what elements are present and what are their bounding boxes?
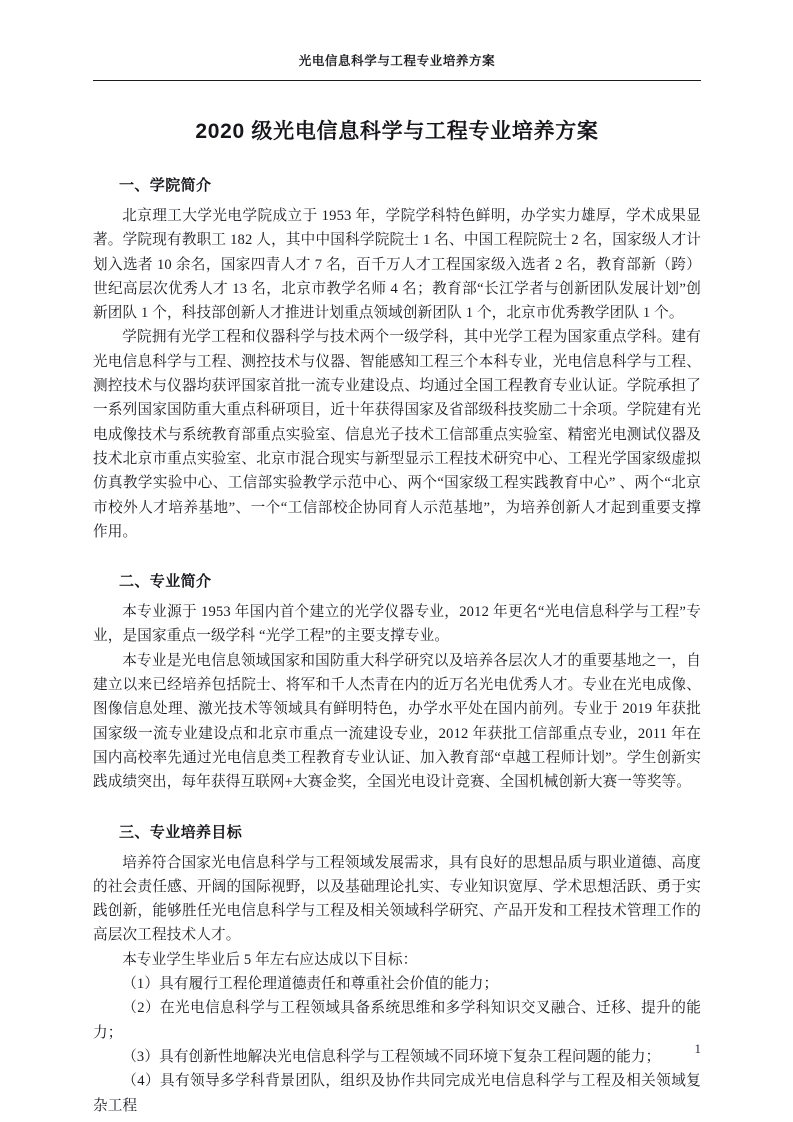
paragraph: 本专业学生毕业后 5 年左右应达成以下目标： — [122, 951, 418, 968]
section-heading-training-objectives: 三、专业培养目标 — [119, 823, 243, 841]
running-header-text: 光电信息科学与工程专业培养方案 — [298, 54, 496, 68]
paragraph: 本专业是光电信息领域国家和国防重大科学研究以及培养各层次人才的重要基地之一，自建立以来已经培养包括院士、将军和千人杰青在内的近万名光电优秀人才。专业在光电成像、图像信息处理、激光技术等领域具有鲜明特色，办学水平处在国内前列。专业于 2019 年获批国家级一流专业建设点和北京市重点一流建设专业，2012 年获批工信部重点专业，2011 年在国内高校率先通过光电信息类工程教育专业认证、加入教育部“卓越工程师计划”。学生创新实践成绩突出，每年获得互联网+大赛金奖，全国光电设计竞赛、全国机械创新大赛一等奖等。 — [93, 652, 701, 791]
list-item: （4）具有领导多学科背景团队，组织及协作共同完成光电信息科学与工程及相关领域复杂工程 — [93, 1073, 701, 1114]
list-item: （1）具有履行工程伦理道德责任和尊重社会价值的能力； — [122, 976, 499, 993]
list-item: （2）在光电信息科学与工程领域具备系统思维和多学科知识交叉融合、迁移、提升的能力； — [93, 1000, 701, 1041]
paragraph: 学院拥有光学工程和仪器科学与技术两个一级学科，其中光学工程为国家重点学科。建有光电信息科学与工程、测控技术与仪器、智能感知工程三个本科专业，光电信息科学与工程、测控技术与仪器均获评国家首批一流专业建设点、均通过全国工程教育专业认证。学院承担了一系列国家国防重大重点科研项目，近十年获得国家及省部级科技奖励二十余项。学院建有光电成像技术与系统教育部重点实验室、信息光子技术工信部重点实验室、精密光电测试仪器及技术北京市重点实验室、北京市混合现实与新型显示工程技术研究中心、工程光学国家级虚拟仿真教学实验中心、工信部实验教学示范中心、两个“国家级工程实践教育中心” 、两个“北京市校外人才培养基地”、一个“工信部校企协同育人示范基地”，为培养创新人才起到重要支撑作用。 — [93, 329, 701, 540]
paragraph: 本专业源于 1953 年国内首个建立的光学仪器专业，2012 年更名“光电信息科学与工程”专业，是国家重点一级学科 “光学工程”的主要支撑专业。 — [93, 604, 701, 645]
paragraph: 北京理工大学光电学院成立于 1953 年，学院学科特色鲜明，办学实力雄厚，学术成果显著。学院现有教职工 182 人，其中中国科学院院士 1 名、中国工程院院士 2 名，国家级人才计划入选者 10 余名，国家四青人才 7 名，百千万人才工程国家级入选者 2 名，教育部新（跨）世纪高层次优秀人才 13 名，北京市教学名师 4 名；教育部“长江学者与创新团队发展计划”创新团队 1 个，科技部创新人才推进计划重点领域创新团队 1 个，北京市优秀教学团队 1 个。 — [93, 208, 701, 322]
running-header — [93, 52, 701, 75]
document-body — [93, 110, 701, 1118]
paragraph: 培养符合国家光电信息科学与工程领域发展需求，具有良好的思想品质与职业道德、高度的社会责任感、开阔的国际视野，以及基础理论扎实、专业知识宽厚、学术思想活跃、勇于实践创新，能够胜任光电信息科学与工程及相关领域科学研究、产品开发和工程技术管理工作的高层次工程技术人才。 — [93, 854, 701, 944]
page-number: 1 — [694, 1041, 701, 1056]
section-heading-college-intro: 一、学院简介 — [119, 177, 212, 194]
list-item: （3）具有创新性地解决光电信息科学与工程领域不同环境下复杂工程问题的能力； — [122, 1048, 661, 1065]
section-heading-major-intro: 二、专业简介 — [119, 573, 212, 591]
header-divider-rule — [93, 80, 701, 81]
page-title: 2020 级光电信息科学与工程专业培养方案 — [195, 120, 599, 143]
